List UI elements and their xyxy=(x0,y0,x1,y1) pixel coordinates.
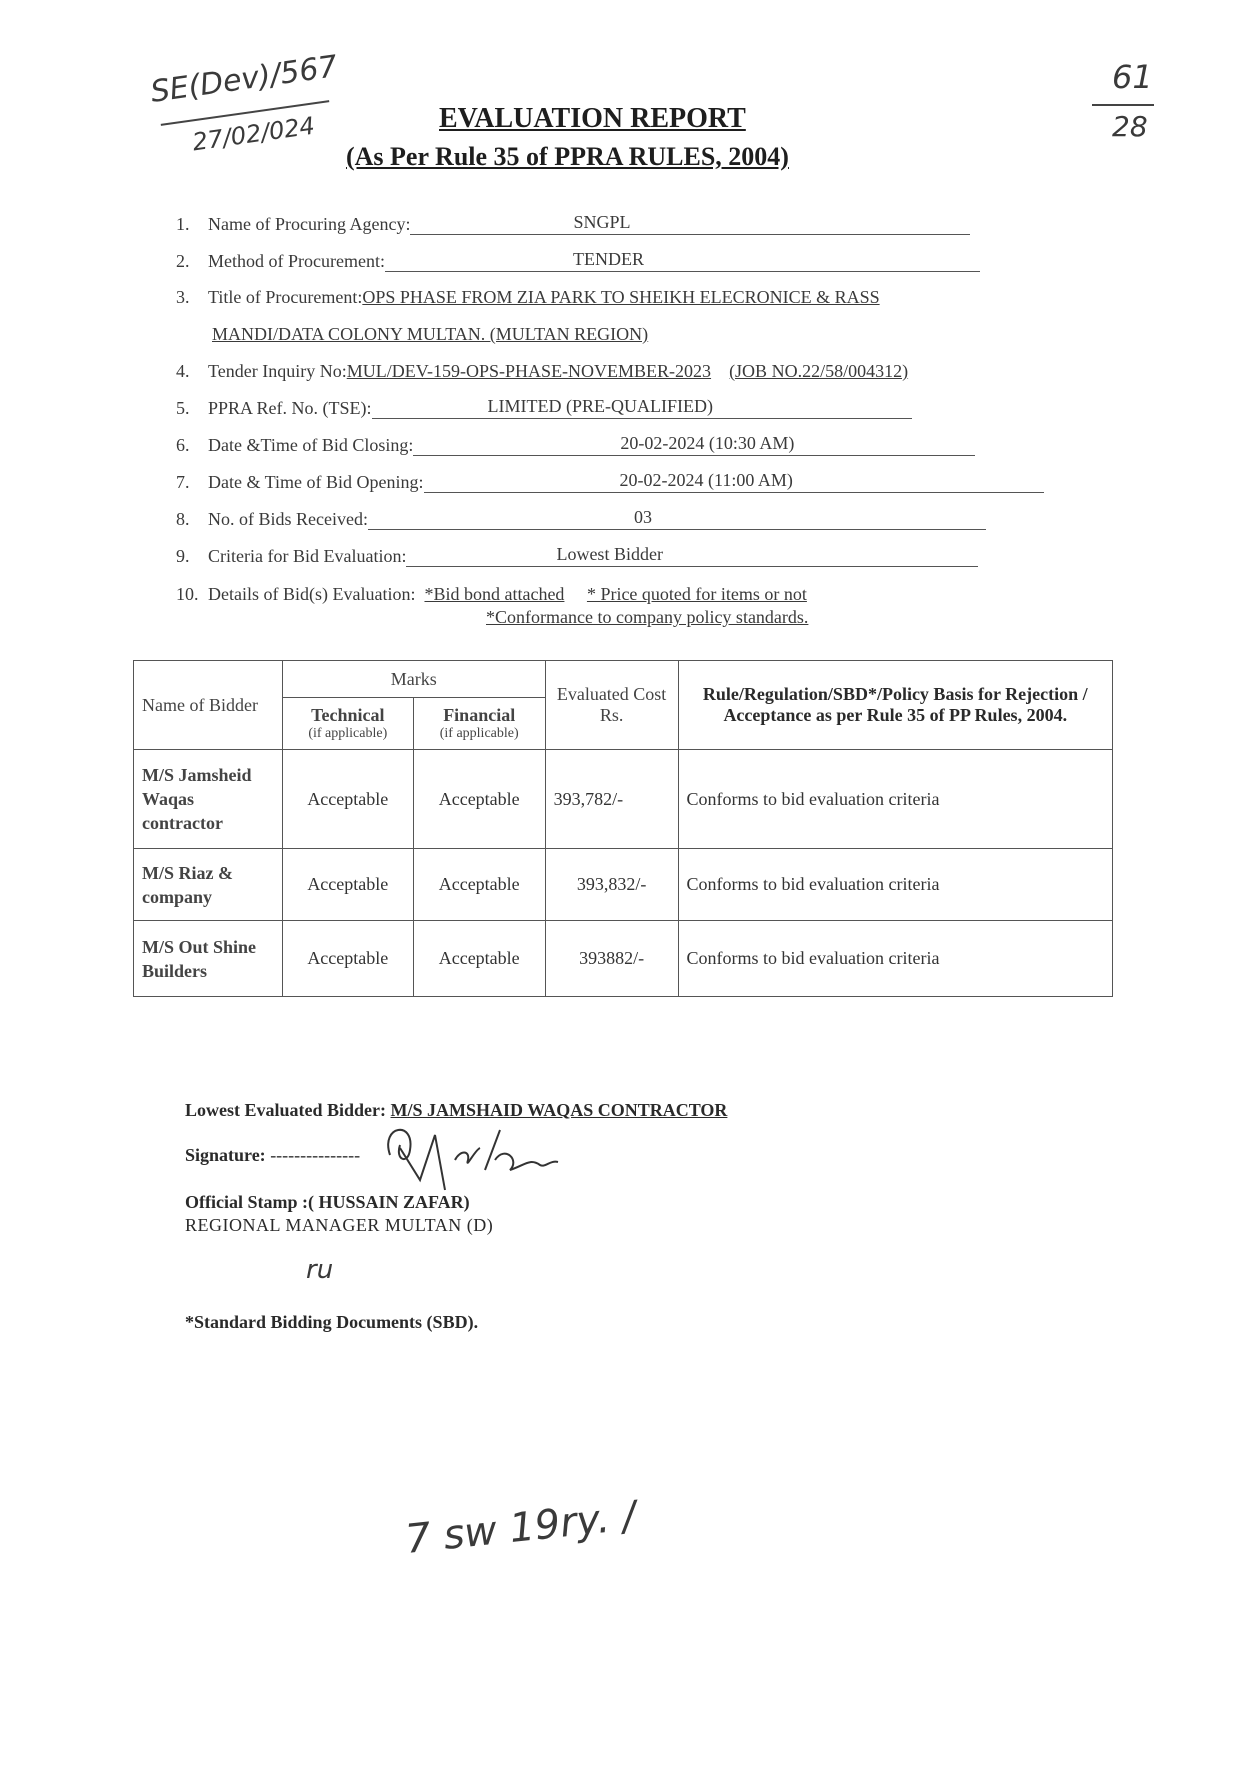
item-fill xyxy=(413,435,975,456)
item-evaluation-details xyxy=(176,584,807,605)
item-label: Date & Time of Bid Opening: xyxy=(208,472,424,492)
item-fill xyxy=(424,472,1044,493)
item-number: 10. xyxy=(176,584,199,604)
technical-value: Acceptable xyxy=(282,921,413,997)
sbd-note: *Standard Bidding Documents (SBD). xyxy=(185,1312,479,1332)
item-number: 7. xyxy=(176,472,190,492)
signature-line xyxy=(185,1145,360,1166)
basis-value: Conforms to bid evaluation criteria xyxy=(678,921,1112,997)
item-fill xyxy=(372,398,912,419)
financial-value: Acceptable xyxy=(413,849,545,921)
signature-dashes: --------------- xyxy=(270,1145,361,1165)
bidder-name: M/S Out Shine Builders xyxy=(134,921,283,997)
header-basis: Rule/Regulation/SBD*/Policy Basis for Rejection / Acceptance as per Rule 35 of PP Rules, 2004. xyxy=(678,661,1112,750)
technical-label: Technical xyxy=(311,705,385,725)
item-bid-closing xyxy=(176,435,975,456)
handwritten-initial: ru xyxy=(306,1255,334,1285)
item-number: 8. xyxy=(176,509,190,529)
item-label: PPRA Ref. No. (TSE): xyxy=(208,398,372,418)
cost-value: 393,832/- xyxy=(545,849,678,921)
item-value: 03 xyxy=(633,507,652,527)
financial-note: (if applicable) xyxy=(439,726,519,741)
item-bids-received xyxy=(176,509,986,530)
report-subtitle: (As Per Rule 35 of PPRA RULES, 2004) xyxy=(346,142,789,171)
header-marks: Marks xyxy=(282,661,545,698)
financial-value: Acceptable xyxy=(413,921,545,997)
item-label: No. of Bids Received: xyxy=(208,509,368,529)
bidder-name: M/S Jamsheid Waqas contractor xyxy=(134,750,283,849)
technical-note: (if applicable) xyxy=(308,726,388,741)
item-label: Title of Procurement: xyxy=(208,287,363,307)
handwritten-page-total: 28 xyxy=(1112,110,1148,143)
header-evaluated-cost: Evaluated Cost Rs. xyxy=(545,661,678,750)
signature-label: Signature: xyxy=(185,1145,271,1165)
item-value: 20-02-2024 (10:30 AM) xyxy=(620,433,795,453)
basis-value: Conforms to bid evaluation criteria xyxy=(678,750,1112,849)
item-criteria xyxy=(176,546,978,567)
cost-value: 393,782/- xyxy=(545,750,678,849)
item-value: TENDER xyxy=(572,249,644,269)
item-value: 20-02-2024 (11:00 AM) xyxy=(619,470,793,490)
lowest-bidder-line xyxy=(185,1100,727,1121)
item-fill xyxy=(368,509,986,530)
item-number: 2. xyxy=(176,251,190,271)
technical-value: Acceptable xyxy=(282,849,413,921)
handwritten-page-number: 61 xyxy=(1112,58,1153,96)
financial-value: Acceptable xyxy=(413,750,545,849)
item-fill xyxy=(406,546,978,567)
bidder-name: M/S Riaz & company xyxy=(134,849,283,921)
financial-label: Financial xyxy=(443,705,516,725)
item-job-number: (JOB NO.22/58/004312) xyxy=(729,361,909,381)
table-row xyxy=(134,750,1113,849)
page-number-divider xyxy=(1092,104,1154,106)
table-row xyxy=(134,849,1113,921)
table-header-row xyxy=(134,661,1113,698)
item-value: OPS PHASE FROM ZIA PARK TO SHEIKH ELECRONICE & RASS xyxy=(362,287,880,307)
item-fill xyxy=(385,251,980,272)
item-title xyxy=(176,287,880,308)
stamp-designation: REGIONAL MANAGER MULTAN (D) xyxy=(185,1215,494,1235)
item-number: 4. xyxy=(176,361,190,381)
item-number: 9. xyxy=(176,546,190,566)
item-value: MUL/DEV-159-OPS-PHASE-NOVEMBER-2023 xyxy=(346,361,712,381)
item-title-continued: MANDI/DATA COLONY MULTAN. (MULTAN REGION) xyxy=(212,324,649,344)
item-value: *Bid bond attached xyxy=(424,584,565,604)
lowest-bidder-value: M/S JAMSHAID WAQAS CONTRACTOR xyxy=(390,1100,728,1120)
item-method xyxy=(176,251,980,272)
handwritten-reference: SE(Dev)/567 xyxy=(148,49,340,110)
item-agency xyxy=(176,214,970,235)
handwritten-bottom-note: 7 sw 19ry. / xyxy=(403,1493,639,1563)
header-bidder-name: Name of Bidder xyxy=(134,661,283,750)
item-evaluation-details-continued: *Conformance to company policy standards. xyxy=(486,607,809,627)
item-number: 5. xyxy=(176,398,190,418)
lowest-bidder-label: Lowest Evaluated Bidder: xyxy=(185,1100,387,1120)
item-label: Method of Procurement: xyxy=(208,251,385,271)
item-tender-inquiry xyxy=(176,361,908,382)
item-value: LIMITED (PRE-QUALIFIED) xyxy=(487,396,713,416)
item-value-b: * Price quoted for items or not xyxy=(586,584,807,604)
official-stamp: Official Stamp :( HUSSAIN ZAFAR) xyxy=(185,1192,470,1212)
cost-value: 393882/- xyxy=(545,921,678,997)
item-label: Tender Inquiry No: xyxy=(208,361,347,381)
item-number: 6. xyxy=(176,435,190,455)
item-label: Name of Procuring Agency: xyxy=(208,214,411,234)
header-financial xyxy=(413,698,545,750)
technical-value: Acceptable xyxy=(282,750,413,849)
item-ppra-ref xyxy=(176,398,912,419)
item-label: Date &Time of Bid Closing: xyxy=(208,435,414,455)
table-row xyxy=(134,921,1113,997)
evaluation-table xyxy=(133,660,1113,997)
item-value: Lowest Bidder xyxy=(556,544,663,564)
item-label: Criteria for Bid Evaluation: xyxy=(208,546,407,566)
basis-value: Conforms to bid evaluation criteria xyxy=(678,849,1112,921)
report-title: EVALUATION REPORT xyxy=(439,103,746,134)
item-bid-opening xyxy=(176,472,1044,493)
item-number: 1. xyxy=(176,214,190,234)
handwritten-date: 27/02/024 xyxy=(190,111,317,157)
item-number: 3. xyxy=(176,287,190,307)
item-label: Details of Bid(s) Evaluation: xyxy=(208,584,416,604)
header-technical xyxy=(282,698,413,750)
item-fill xyxy=(410,214,970,235)
item-value: SNGPL xyxy=(573,212,631,232)
